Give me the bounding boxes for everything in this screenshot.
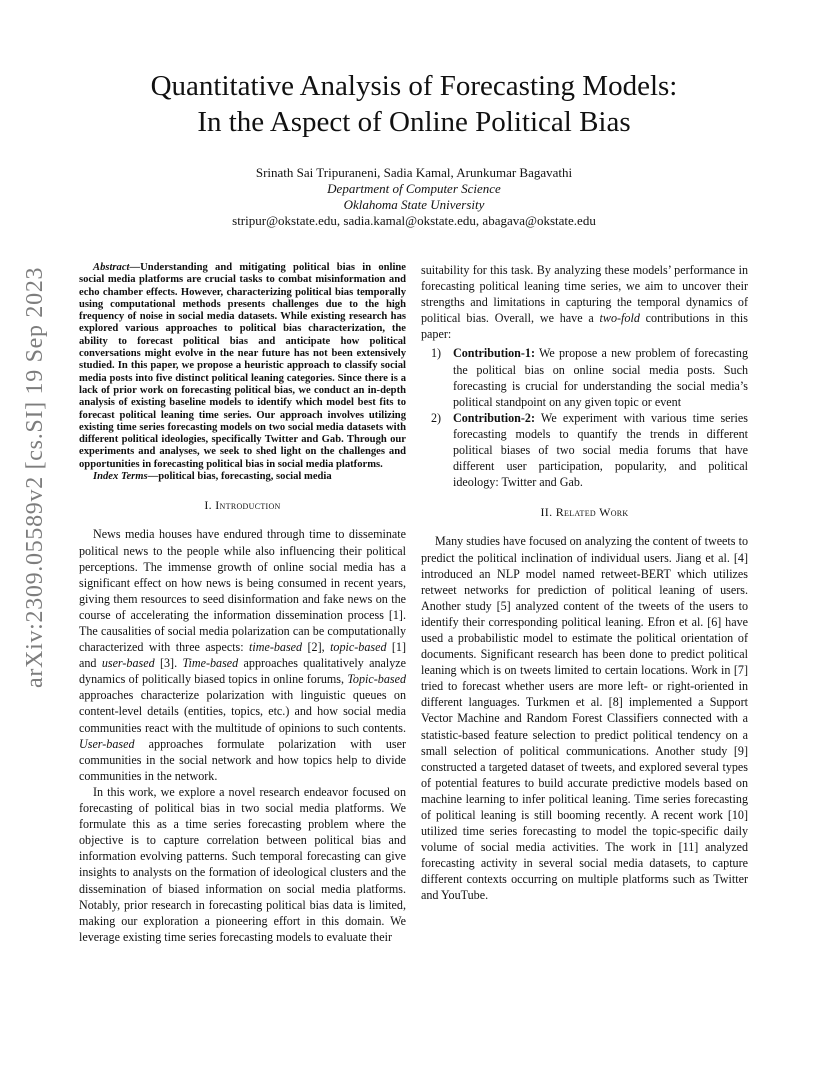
title-line-1: Quantitative Analysis of Forecasting Models: — [150, 70, 678, 102]
abstract-text: —Understanding and mitigating political bias in online social media platforms are crucial tasks to combat misinformation and echo chamber effects. However, characterizing political bias temporally using computational methods presents challenges due to the high frequency of noise in social media datasets. While existing research has explored various approaches to political bias characterization, the ability to forecast political bias and anticipate how political conversations might evolve in the near future has not been extensively studied. In this paper, we propose a heuristic approach to classify social media posts into five distinct political leaning categories. Since there is a lack of prior work on forecasting political bias, we conduct an in-depth analysis of existing baseline models to identify which model best fits to forecast political leaning time series. Our approach involves utilizing existing time series forecasting models on two social media datasets with different political ideologies, specifically Twitter and Gab. Through our experiments and analyses, we seek to shed light on the challenges and opportunities in forecasting political bias in social media platforms. — [79, 262, 406, 470]
index-terms — [79, 471, 406, 483]
section-numeral: I. — [204, 498, 216, 513]
intro-paragraph-2-continued: suitability for this task. By analyzing these models’ performance in forecasting political leaning time series, we aim to uncover their strengths and limitations in capturing the temporal dynamics of political bias. Overall, we have a two-fold contributions in this paper: — [421, 263, 748, 342]
index-terms-text: —political bias, forecasting, social media — [147, 471, 332, 483]
abstract-label: Abstract — [93, 262, 130, 273]
right-column — [421, 262, 748, 904]
section-heading-introduction — [79, 497, 406, 513]
paper-title — [60, 68, 768, 140]
section-heading-related-work — [421, 504, 748, 520]
related-work-paragraph: Many studies have focused on analyzing the content of tweets to predict the political inclination of individual users. Jiang et al. [4] introduced an NLP model named retweet-BERT which utilizes retweet networks for prediction of political leaning of users. Another study [5] analyzed content of the tweets of the users to identify their corresponding political leaning. Efron et al. [6] have used a probabilistic model to estimate the political orientation of documents. Significant research has been done to predict political leaning which is on tweets limited to certain locations. Work in [7] tried to forecast whether users are more left- or right-oriented in different languages. Turkmen et al. [8] implemented a Support Vector Machine and Random Forest Classifiers connected with a statistic-based feature selection to predict political tendency on a small selection of political communications. Another study [9] constructed a targeted dataset of tweets, and explored several types of potential features to build accurate predictive models based on machine learning to infer political leaning. Time series forecasting of political leaning is still booming recently. A recent work [10] utilized time series forecasting to model the topic-specific daily volume of social media activities. The work in [11] analyzed forecasting activity in several social media datasets, to capture different contexts occurring on multiple platforms such as Twitter and YouTube. — [421, 534, 748, 903]
contribution-item: 2) Contribution-2: We experiment with various time series forecasting models to quantify the trends in different political biases of two social media forums that have different user participation, popularity, and political ideology: Twitter and Gab. — [431, 410, 748, 490]
author-university: Oklahoma State University — [343, 197, 485, 212]
title-line-2: In the Aspect of Online Political Bias — [197, 106, 631, 138]
abstract — [79, 262, 406, 471]
intro-paragraph-2 — [79, 784, 406, 945]
arxiv-identifier: arXiv:2309.05589v2 [cs.SI] 19 Sep 2023 — [22, 266, 48, 688]
contributions-list — [421, 345, 748, 490]
index-terms-label: Index Terms — [93, 471, 148, 483]
emphasis-two-fold: two-fold — [599, 311, 640, 326]
section-title: Introduction — [215, 498, 281, 513]
author-block — [60, 165, 768, 229]
contribution-item: 1) Contribution-1: We propose a new problem of forecasting the political bias on online social media posts. Such forecasting is crucial for understanding the social media’s political standpoint on any given topic or event — [431, 346, 748, 409]
author-emails: stripur@okstate.edu, sadia.kamal@okstate.edu, abagava@okstate.edu — [232, 213, 596, 228]
intro-p2-text: In this work, we explore a novel research endeavor focused on forecasting of political bias in two social media platforms. We formulate this as a time series forecasting problem where the objective is to capture correlation between political bias and information evolving patterns. Such temporal forecasting can give insights to analysts on the formation of ideological clusters and the dissemination of biased information on social media platforms. Notably, prior research in forecasting political bias data is limited, making our exploration a pioneering effort in this domain. We leverage existing time series forecasting models to evaluate their — [79, 784, 406, 944]
author-names: Srinath Sai Tripuraneni, Sadia Kamal, Arunkumar Bagavathi — [255, 165, 573, 180]
section-title: Related Work — [555, 505, 629, 520]
author-department: Department of Computer Science — [327, 181, 501, 196]
section-numeral: II. — [540, 505, 556, 520]
left-column — [79, 262, 406, 945]
intro-paragraph-1: News media houses have endured through time to disseminate political news to the people while also influencing their political perceptions. The immense growth of online social media has a significant effect on how news is being consumed in recent years, giving them resources to seed disinformation and fake news on the course of accelerating the information dissemination process [1]. The causalities of social media polarization can be computationally characterized with three aspects: time-based [2], topic-based [1] and user-based [3]. Time-based approaches qualitatively analyze dynamics of politically biased topics in online forums, Topic-based approaches characterize polarization with linguistic queues on content-level details (entities, topics, etc.) and how social media communities react with the multitude of opinions to such contents. User-based approaches formulate polarization with user communities in the social network and how topics help to divide communities in the network. — [79, 527, 407, 783]
